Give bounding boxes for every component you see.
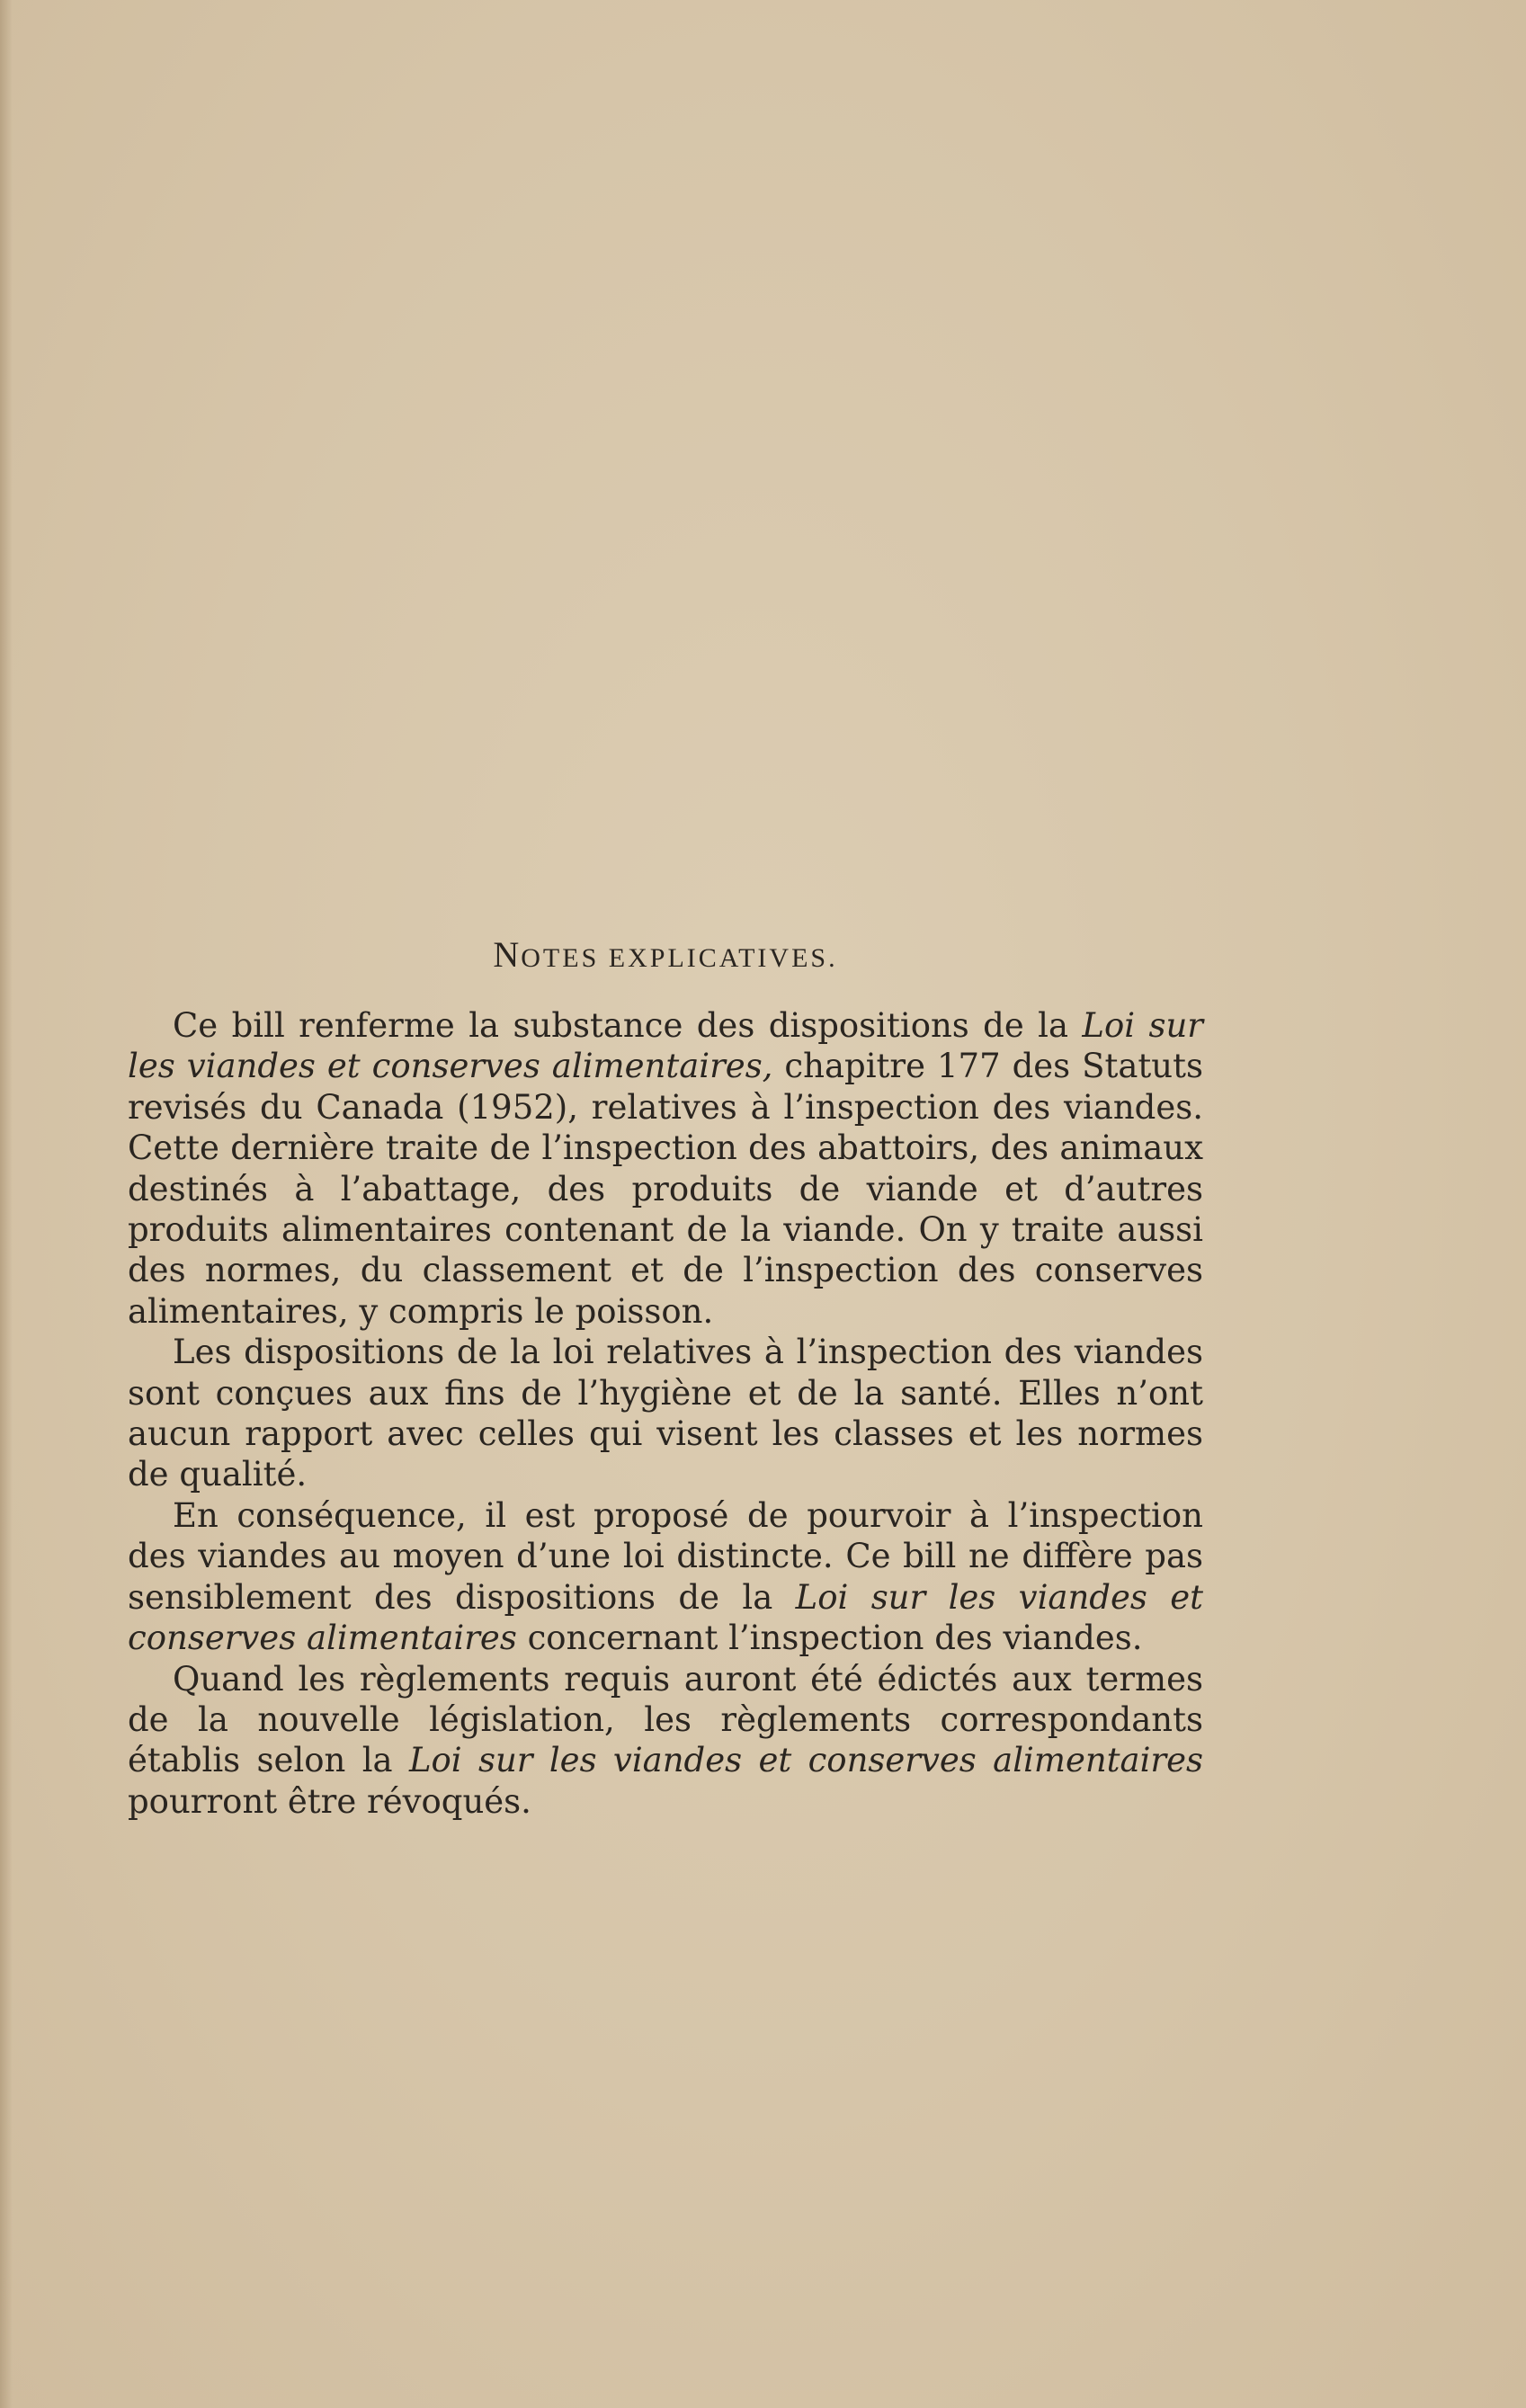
- paragraph-3-text-b: concernant l’inspection des viandes.: [516, 1619, 1143, 1658]
- paragraph-4: [128, 1659, 1203, 1823]
- paragraph-4-text-a: Quand les règlements requis auront été édictés aux termes de la nouvelle législation, les règlements correspondants établis selon la: [128, 1659, 1203, 1780]
- paragraph-1-text-b: chapitre 177 des Statuts revisés du Canada (1952), relatives à l’inspection des viandes. Cette dernière traite de l’inspection des abattoirs, des animaux destinés à l’abattage, des produits de viande et d’autres produits alimentaires contenant de la viande. On y traite aussi des normes, du classement et de l’inspection des conserves alimentaires, y compris le poisson.: [128, 1047, 1203, 1331]
- paragraph-2-text: Les dispositions de la loi relatives à l’inspection des viandes sont conçues aux fins de l’hygiène et de la santé. Elles n’ont aucun rapport avec celles qui visent les classes et les normes de qualité.: [128, 1333, 1203, 1494]
- paragraph-3-text-a: En conséquence, il est proposé de pourvoir à l’inspection des viandes au moyen d’une loi distincte. Ce bill ne diffère pas sensiblement des dispositions de la: [128, 1495, 1203, 1617]
- paragraph-3-italic-title: Loi sur les viandes et conserves alimentaires: [128, 1577, 1203, 1658]
- paragraph-4-italic-title: Loi sur les viandes et conserves alimentaires: [408, 1741, 1203, 1780]
- heading-initial: N: [493, 934, 522, 975]
- paragraph-1-italic-title: Loi sur les viandes et conserves alimentaires,: [128, 1006, 1203, 1086]
- paragraph-2: [128, 1332, 1203, 1495]
- explanatory-notes-body: [128, 1005, 1203, 1822]
- paragraph-1-text-a: Ce bill renferme la substance des dispositions de la: [173, 1006, 1083, 1045]
- section-heading: [0, 933, 1331, 976]
- page-edge-shadow: [0, 0, 13, 2408]
- paragraph-3: [128, 1495, 1203, 1659]
- heading-rest: OTES EXPLICATIVES.: [521, 943, 838, 973]
- paragraph-4-text-b: pourront être révoqués.: [128, 1781, 531, 1821]
- paragraph-1: [128, 1005, 1203, 1332]
